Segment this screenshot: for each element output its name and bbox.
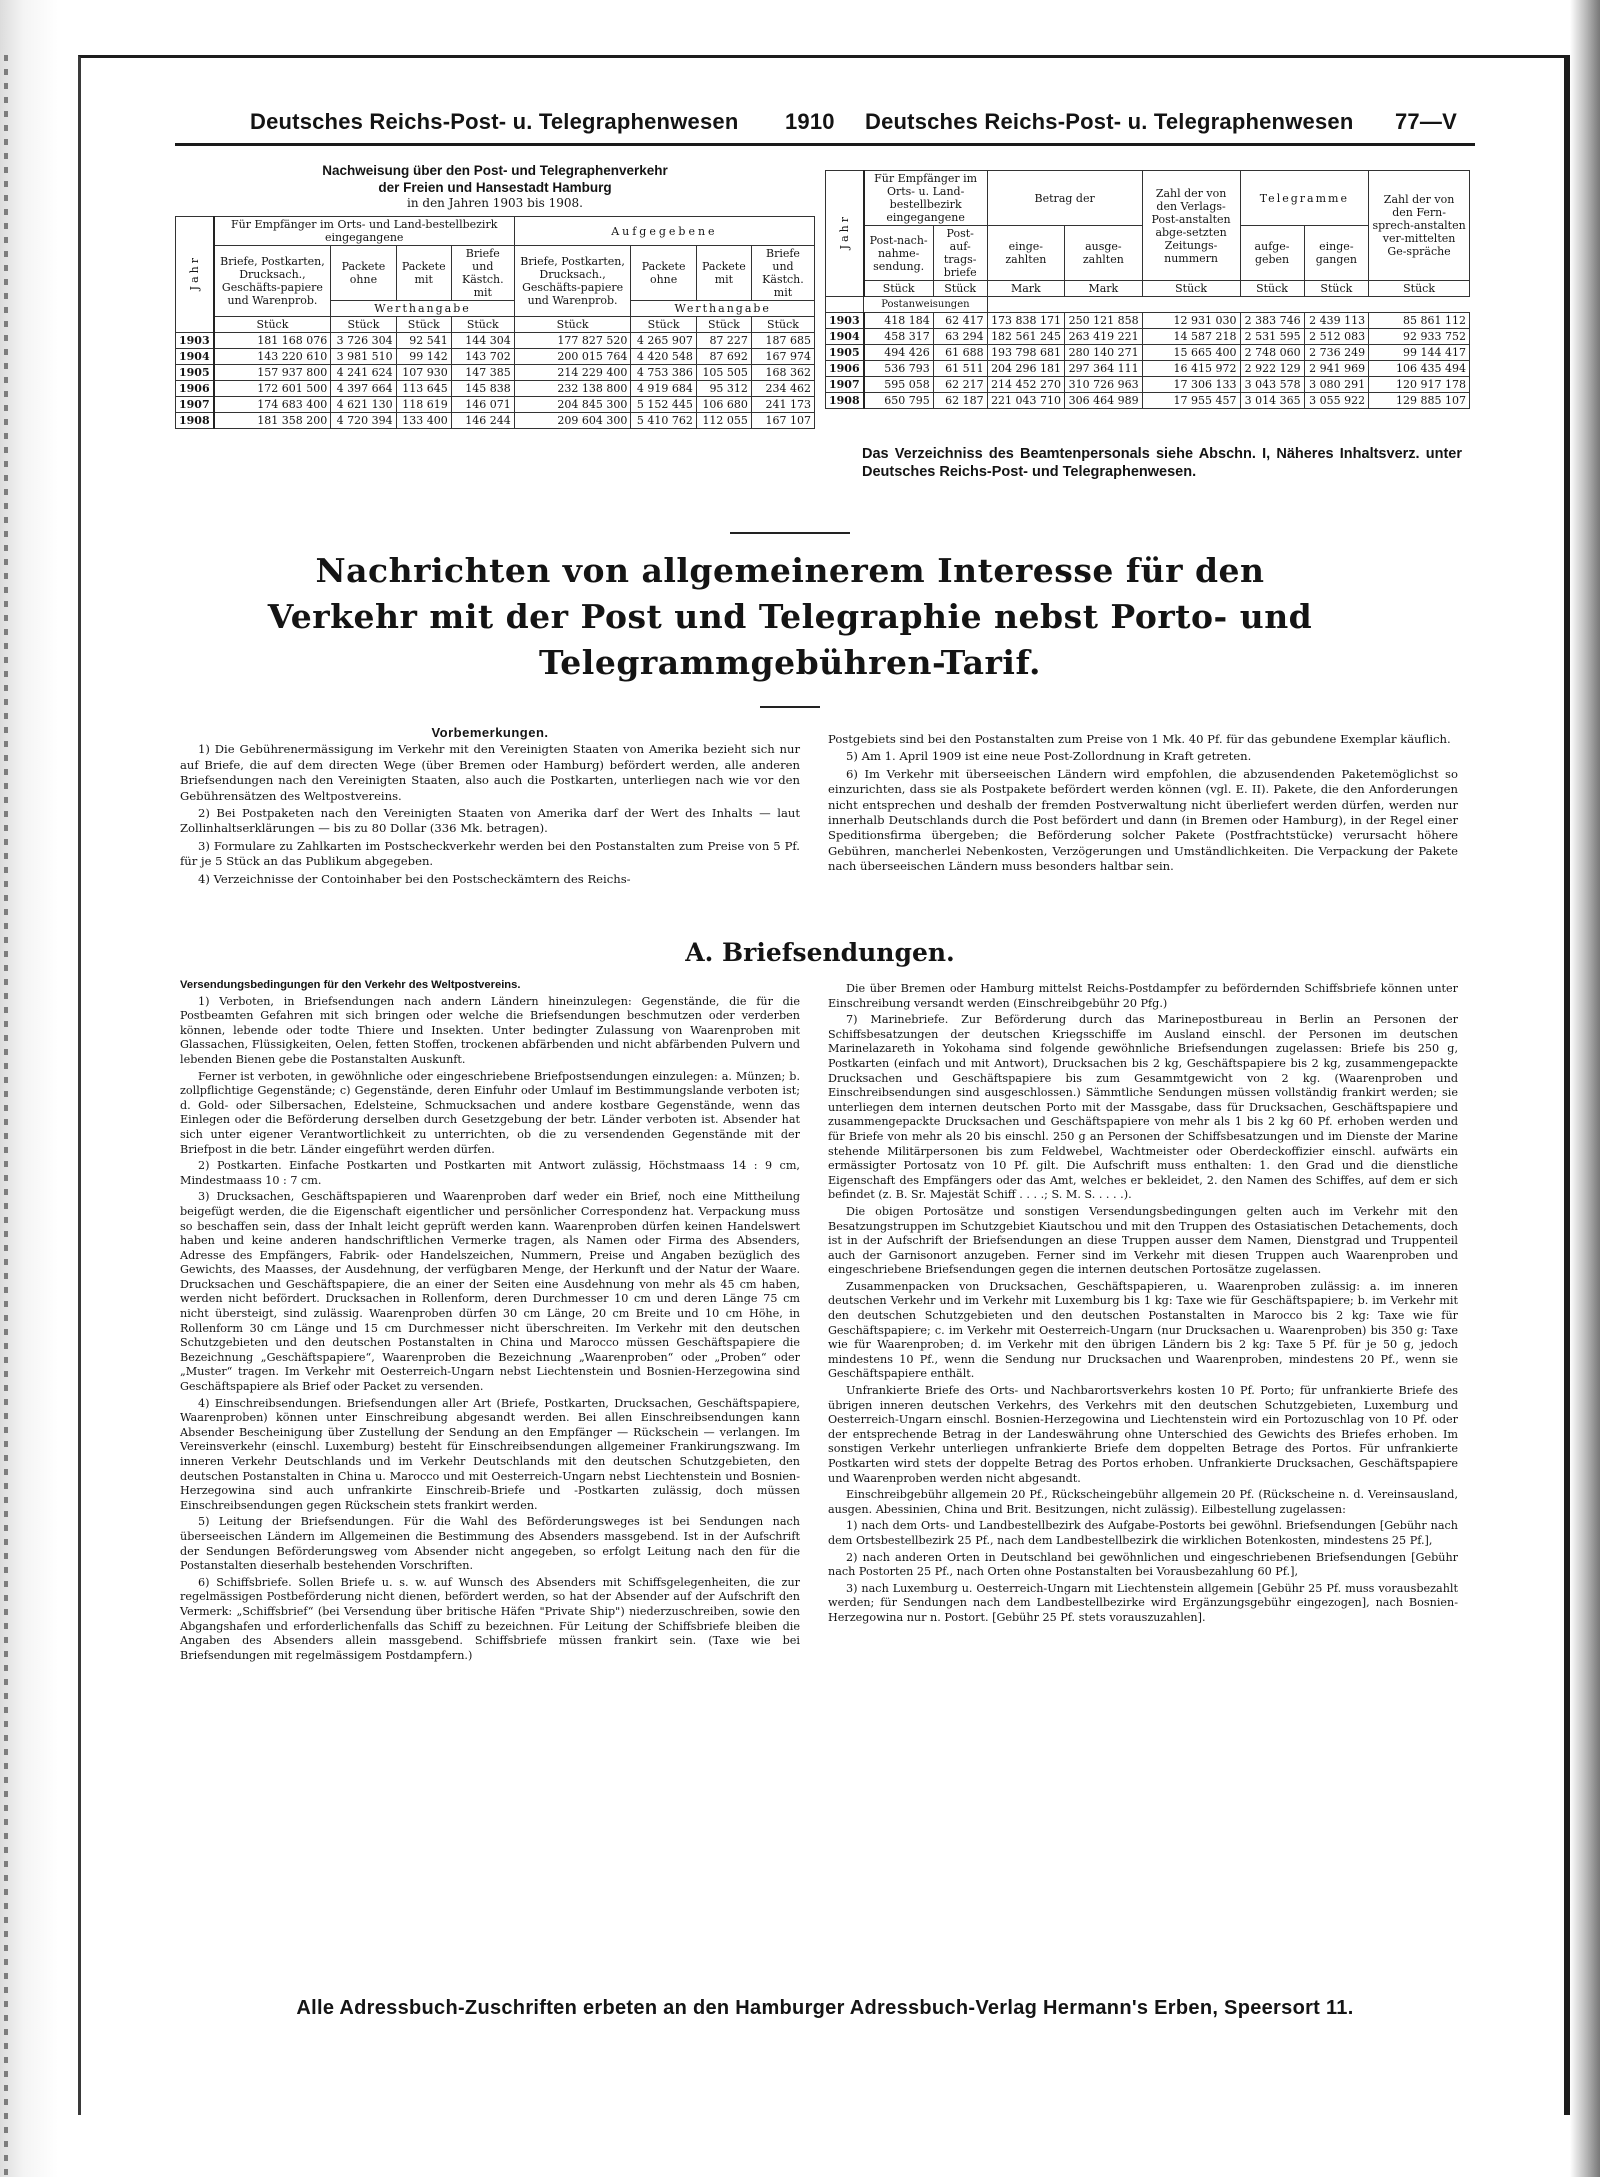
right-unit: Stück — [933, 281, 987, 297]
left-table-cell: 177 827 520 — [514, 333, 631, 349]
right-table-body — [826, 313, 1470, 409]
right-unit: Stück — [864, 281, 934, 297]
paragraph: 2) Postkarten. Einfache Postkarten und Postkarten mit Antwort zulässig, Höchstmaass 14 : 9 cm, Mindestmaass 10 : 7 cm. — [180, 1159, 800, 1187]
paragraph: Einschreibgebühr allgemein 20 Pf., Rückscheingebühr allgemein 20 Pf. (Rückscheine n. d. Vereinsausland, ausgen. Abessinien, China und Brit. Besitzungen, nicht zulässig). Eilbestellung zugelassen: — [828, 1488, 1458, 1516]
left-table-cell: 4 753 386 — [631, 365, 696, 381]
paragraph: 3) Drucksachen, Geschäftspapieren und Waarenproben darf weder ein Brief, noch eine Mittheilung beigefügt werden, die die Eigenschaft eigentlicher und persönlicher Correspondenz hat. Verpackung muss so beschaffen sein, dass der Inhalt leicht geprüft werden kann. Waarenproben dürfen keinen Handelswert haben und keine anderen handschriftlichen Vermerke tragen, als Namen oder Firma des Absenders, Adresse des Empfängers, Fabrik- oder Handelszeichen, Nummern, Preise und Angaben bezüglich des Gewichts, des Maasses, der Ausdehnung, der verfügbaren Menge, der Herkunft und der Natur der Waare. Drucksachen und Geschäftspapiere, die an einer der Seiten eine Ausdehnung von mehr als 45 cm haben, werden nicht befördert. Drucksachen in Rollenform, deren Durchmesser 10 cm und deren Länge 75 cm nicht übersteigt, sind zulässig. Waarenproben dürfen 30 cm Länge, 20 cm Breite und 10 cm Höhe, in Rollenform 30 cm Länge und 15 cm Durchmesser nicht überschreiten. Im Verkehr mit den deutschen Schutzgebieten und den deutschen Postanstalten in China und Marocco müssen Geschäftspapiere die Bezeichnung „Geschäftspapiere“, Waarenproben die Bezeichnung „Waarenproben“ oder „Proben“ oder „Muster“ tragen. Im Verkehr mit Oesterreich-Ungarn nebst Liechtenstein und Bosnien-Herzegowina sind Geschäftspapiere als Brief oder Packet zu versenden. — [180, 1190, 800, 1394]
left-table-cell: 143 702 — [451, 349, 514, 365]
right-h-betrag: Betrag der — [987, 171, 1142, 226]
right-table-cell: 193 798 681 — [987, 345, 1064, 361]
section-a-right-column — [828, 982, 1458, 1628]
left-table-cell: 99 142 — [396, 349, 451, 365]
right-h-postauf: Post-auf-trags-briefe — [933, 226, 987, 281]
right-table-row — [826, 329, 1470, 345]
left-table-cell: 1905 — [176, 365, 214, 381]
vorbemerkung-2: 2) Bei Postpaketen nach den Vereinigten Staaten von Amerika darf der Wert des Inhalts — laut Zollinhaltserklärungen — bis zu 80 Dollar (336 Mk. betragen). — [180, 806, 800, 836]
header-year: 1910 — [785, 109, 835, 134]
left-table-cell: 95 312 — [696, 381, 751, 397]
left-table-cell: 172 601 500 — [214, 381, 331, 397]
left-table-cell: 174 683 400 — [214, 397, 331, 413]
right-table-cell: 106 435 494 — [1369, 361, 1470, 377]
right-h-zahl: Zahl der von den Verlags-Post-anstalten abge-setzten Zeitungs-nummern — [1142, 171, 1240, 281]
left-unit: Stück — [451, 317, 514, 333]
right-table-cell: 250 121 858 — [1065, 313, 1143, 329]
left-table-cell: 107 930 — [396, 365, 451, 381]
right-table-cell: 297 364 111 — [1065, 361, 1143, 377]
right-table-cell: 62 417 — [933, 313, 987, 329]
left-table-cell: 87 692 — [696, 349, 751, 365]
vorbemerkung-5: 5) Am 1. April 1909 ist eine neue Post-Zollordnung in Kraft getreten. — [846, 749, 1252, 764]
left-table-cell: 4 919 684 — [631, 381, 696, 397]
running-header — [100, 103, 1550, 143]
right-table-cell: 494 426 — [864, 345, 934, 361]
right-col-jahr: Jahr — [826, 171, 864, 297]
right-table-cell: 458 317 — [864, 329, 934, 345]
main-title-line-3: Telegrammgebühren-Tarif. — [539, 643, 1041, 682]
right-table-cell: 3 014 365 — [1240, 393, 1304, 409]
right-table-cell: 99 144 417 — [1369, 345, 1470, 361]
left-table-cell: 167 974 — [751, 349, 814, 365]
right-table-cell: 63 294 — [933, 329, 987, 345]
left-table-cell: 133 400 — [396, 413, 451, 429]
left-table-row — [176, 413, 815, 429]
left-table-cell: 209 604 300 — [514, 413, 631, 429]
right-table-cell: 595 058 — [864, 377, 934, 393]
right-table-cell: 2 748 060 — [1240, 345, 1304, 361]
main-title-line-1: Nachrichten von allgemeinerem Interesse für den — [315, 551, 1265, 590]
left-h-packete-mit: Packete mit — [396, 246, 451, 301]
section-a-left-column — [180, 978, 800, 1665]
left-table-title-2: der Freien und Hansestadt Hamburg — [378, 180, 612, 195]
right-table-row — [826, 393, 1470, 409]
right-table-cell: 3 055 922 — [1304, 393, 1369, 409]
vorbemerkung-4-cont: Postgebiets sind bei den Postanstalten zum Preise von 1 Mk. 40 Pf. für das gebundene Exemplar käuflich. — [828, 732, 1451, 746]
paragraph: 1) nach dem Orts- und Landbestellbezirk des Aufgabe-Postorts bei gewöhnl. Briefsendungen [Gebühr nach dem Ortsbestellbezirk 25 Pf., nach dem Landbestellbezirk die wirklichen Botenkosten, mindestens 25 Pf.], — [828, 1519, 1458, 1547]
left-table-cell: 147 385 — [451, 365, 514, 381]
left-table-cell: 144 304 — [451, 333, 514, 349]
left-table-cell: 4 420 548 — [631, 349, 696, 365]
right-table-cell: 16 415 972 — [1142, 361, 1240, 377]
paragraph: Zusammenpacken von Drucksachen, Geschäftspapieren, u. Waarenproben zulässig: a. im inneren deutschen Verkehr und im Verkehr mit Luxemburg bis 1 kg: Taxe wie für Geschäftspapiere; b. im Verkehr mit den deutschen Schutzgebieten und den deutschen Postanstalten in Marocco bis 2 kg: Taxe wie für Geschäftspapiere; c. im Verkehr mit Oesterreich-Ungarn (nur Drucksachen u. Waarenproben) bis 350 g: Taxe wie für Waarenproben; d. im Verkehr mit den übrigen Ländern bis 2 kg: Taxe 5 Pf. für je 50 g, jedoch mindestens 10 Pf., wenn die Sendung nur Drucksachen und Waarenproben, mindestens 20 Pf., wenn sie Geschäftspapiere enthält. — [828, 1279, 1458, 1381]
left-table-cell: 4 241 624 — [331, 365, 396, 381]
right-table-cell: 310 726 963 — [1065, 377, 1143, 393]
left-table-cell: 4 397 664 — [331, 381, 396, 397]
left-table-cell: 3 981 510 — [331, 349, 396, 365]
left-table-cell: 214 229 400 — [514, 365, 631, 381]
right-unit-mark: Mark — [987, 281, 1064, 297]
left-table-cell: 1904 — [176, 349, 214, 365]
left-table-title-3: in den Jahren 1903 bis 1908. — [407, 196, 583, 210]
left-table-cell: 1907 — [176, 397, 214, 413]
right-unit: Stück — [1142, 281, 1240, 297]
vorbemerkung-6: 6) Im Verkehr mit überseeischen Ländern wird empfohlen, die abzusendenden Paketemöglichst so einzurichten, dass sie als Postpakete befördert werden können (vgl. E. II). Pakete, die den Anforderungen nicht entsprechen und deshalb der fremden Postverwaltung nicht überliefert werden dürfen, werden nur innerhalb Deutschlands durch die Post befördert und dann (in Bremen oder Hamburg), in der Regel einer Speditionsfirma übergeben; die Beförderung solcher Pakete (Postfrachtstücke) verursacht höhere Gebühren, mancherlei Nebenkosten, Verzögerungen und Umständlichkeiten. Die Verpackung der Pakete nach überseeischen Ländern muss besonders haltbar sein. — [828, 766, 1458, 874]
left-table-cell: 204 845 300 — [514, 397, 631, 413]
left-table-cell: 234 462 — [751, 381, 814, 397]
vorbemerkung-3: 3) Formulare zu Zahlkarten im Postscheckverkehr werden bei den Postanstalten zum Preise von 5 Pf. für je 5 Stück an das Publikum abgegeben. — [180, 838, 800, 869]
paragraph: Versendungsbedingungen für den Verkehr des Weltpostvereins. — [180, 979, 521, 991]
right-table-cell: 1903 — [826, 313, 864, 329]
vorbemerkung-1: 1) Die Gebührenermässigung im Verkehr mit den Vereinigten Staaten von Amerika bezieht sich nur auf Briefe, die auf dem directen Wege (über Bremen oder Hamburg) befördert werden, alle anderen Briefsendungen nach den Vereinigten Staaten, also auch die Postkarten, unterliegen nach wie vor den Gebührensätzen des Weltpostvereins. — [180, 742, 800, 803]
header-page-ref: 77—V — [1395, 109, 1457, 134]
right-table-cell: 2 736 249 — [1304, 345, 1369, 361]
left-h-werthangabe: Werthangabe — [331, 301, 515, 317]
right-table-cell: 2 922 129 — [1240, 361, 1304, 377]
title-rule-top — [730, 532, 850, 534]
left-table-cell: 113 645 — [396, 381, 451, 397]
left-table-title-1: Nachweisung über den Post- und Telegraphenverkehr — [322, 163, 668, 178]
left-table-cell: 106 680 — [696, 397, 751, 413]
right-table-cell: 214 452 270 — [987, 377, 1064, 393]
right-table-cell: 221 043 710 — [987, 393, 1064, 409]
left-unit: Stück — [514, 317, 631, 333]
left-table-cell: 4 621 130 — [331, 397, 396, 413]
left-h-briefe-kaestch: Briefe und Kästch. mit — [451, 246, 514, 301]
vorbemerkungen-left — [180, 725, 800, 889]
right-table-cell: 2 531 595 — [1240, 329, 1304, 345]
right-table-cell: 120 917 178 — [1369, 377, 1470, 393]
left-table-cell: 3 726 304 — [331, 333, 396, 349]
main-title-line-2: Verkehr mit der Post und Telegraphie nebst Porto- und — [267, 597, 1313, 636]
header-left-title: Deutsches Reichs-Post- u. Telegraphenwesen — [250, 109, 739, 134]
left-h-werthangabe-out: Werthangabe — [631, 301, 815, 317]
binding-spine — [4, 55, 8, 2177]
right-table-cell: 15 665 400 — [1142, 345, 1240, 361]
right-table-cell: 2 512 083 — [1304, 329, 1369, 345]
right-table-cell: 1906 — [826, 361, 864, 377]
right-h-fern: Zahl der von den Fern-sprech-anstalten ver-mittelten Ge-spräche — [1369, 171, 1470, 281]
right-h-einge: einge-zahlten — [987, 226, 1064, 281]
right-unit: Stück — [1240, 281, 1304, 297]
left-unit: Stück — [696, 317, 751, 333]
left-table-cell: 167 107 — [751, 413, 814, 429]
left-group-incoming: Für Empfänger im Orts- und Land-bestellbezirk eingegangene — [214, 217, 515, 246]
left-table-cell: 92 541 — [396, 333, 451, 349]
left-unit: Stück — [214, 317, 331, 333]
right-unit-mark: Mark — [1065, 281, 1143, 297]
right-table-cell: 129 885 107 — [1369, 393, 1470, 409]
section-a-heading: A. Briefsendungen. — [685, 938, 955, 967]
right-table-cell: 12 931 030 — [1142, 313, 1240, 329]
right-table-cell: 1904 — [826, 329, 864, 345]
right-h-aufge: aufge-geben — [1240, 226, 1304, 281]
header-right-title: Deutsches Reichs-Post- u. Telegraphenwesen — [865, 109, 1354, 134]
left-unit: Stück — [396, 317, 451, 333]
left-table-cell: 112 055 — [696, 413, 751, 429]
right-table-cell: 62 217 — [933, 377, 987, 393]
right-h-ausge: ausge-zahlten — [1065, 226, 1143, 281]
right-table-cell: 306 464 989 — [1065, 393, 1143, 409]
right-table-cell: 1905 — [826, 345, 864, 361]
left-table-cell: 1906 — [176, 381, 214, 397]
right-table-cell: 2 383 746 — [1240, 313, 1304, 329]
right-table-cell: 650 795 — [864, 393, 934, 409]
left-unit: Stück — [631, 317, 696, 333]
right-table-cell: 17 955 457 — [1142, 393, 1240, 409]
paragraph: 5) Leitung der Briefsendungen. Für die Wahl des Beförderungsweges ist bei Sendungen nach überseeischen Ländern im Allgemeinen die Bestimmung des Absenders massgebend. Ist in der Aufschrift der Sendungen Beförderungsweg vom Absender nicht angegeben, so erfolgt Leitung nach den für die Postanstalten dieserhalb bestehenden Vorschriften. — [180, 1515, 800, 1573]
left-h-packete-ohne-out: Packete ohne — [631, 246, 696, 301]
right-table-row — [826, 313, 1470, 329]
left-table-cell: 232 138 800 — [514, 381, 631, 397]
left-table-cell: 1908 — [176, 413, 214, 429]
right-table-cell: 17 306 133 — [1142, 377, 1240, 393]
vorbemerkungen-right — [828, 732, 1458, 877]
right-table-cell: 2 439 113 — [1304, 313, 1369, 329]
left-table-cell: 168 362 — [751, 365, 814, 381]
right-h-postnach: Post-nach-nahme-sendung. — [864, 226, 934, 281]
right-table-row — [826, 377, 1470, 393]
scan-right-edge — [1570, 0, 1600, 2177]
right-table-cell: 182 561 245 — [987, 329, 1064, 345]
left-unit: Stück — [751, 317, 814, 333]
right-table-row — [826, 345, 1470, 361]
title-rule-bottom — [760, 706, 820, 708]
left-table-cell: 1903 — [176, 333, 214, 349]
right-table-cell: 85 861 112 — [1369, 313, 1470, 329]
paragraph: 3) nach Luxemburg u. Oesterreich-Ungarn mit Liechtenstein allgemein [Gebühr 25 Pf. muss vorausbezahlt werden; für Sendungen nach dem Landbestellbezirke wird Ergänzungsgebühr eingezogen], nach Bosnien-Herzegowina nur n. Postort. [Gebühr 25 Pf. stets vorauszuzahlen]. — [828, 1581, 1458, 1624]
paragraph: 6) Schiffsbriefe. Sollen Briefe u. s. w. auf Wunsch des Absenders mit Schiffsgelegenheiten, die zur regelmässigen Postbeförderung nicht dienen, befördert werden, so hat der Absender auf der Aufschrift den Vermerk: „Schiffsbrief“ (bei Versendung über britische Häfen "Private Ship") niederzuschreiben, sowie den Abgangshafen und erforderlichenfalls das Schiff zu bezeichnen. Für Leitung der Schiffsbriefe bleiben die Angaben des Absenders allein massgebend. Schiffsbriefe müssen frankirt sein. (Taxe wie bei Briefsendungen mit regelmässigem Postdampfern.) — [180, 1575, 800, 1662]
left-table-row — [176, 333, 815, 349]
right-table-cell: 204 296 181 — [987, 361, 1064, 377]
paragraph: Unfrankierte Briefe des Orts- und Nachbarortsverkehrs kosten 10 Pf. Porto; für unfrankierte Briefe des übrigen inneren deutschen Verkehrs, des Verkehrs mit den deutschen Schutzgebieten, Luxemburg und Oesterreich-Ungarn einschl. Bosnien-Herzegowina und Liechtenstein wird ein Portozuschlag von 10 Pf. oder der entsprechende Betrag in der Landeswährung ohne Unterschied des Gewichts des Briefes erhoben. Im sonstigen Verkehr unterliegen unfrankierte Briefe dem doppelten Betrage des Portos. Für unfrankierte Postkarten wird stets der doppelte Betrag des Portos erhoben. Unfrankierte Drucksachen, Geschäftspapiere und Waarenproben werden nicht abgesandt. — [828, 1384, 1458, 1485]
left-h-briefe: Briefe, Postkarten, Drucksach., Geschäfts-papiere und Warenprob. — [214, 246, 331, 317]
paragraph: 4) Einschreibsendungen. Briefsendungen aller Art (Briefe, Postkarten, Drucksachen, Geschäftspapiere, Waarenproben) können unter Einschreibung abgesandt werden. Bei allen Einschreibsendungen kann Absender Bescheinigung über Zustellung der Sendung an den Empfänger — Rückschein — verlangen. Im Vereinsverkehr (einschl. Luxemburg) besteht für Einschreibsendungen allgemeiner Frankirungszwang. Im inneren Verkehr Deutschlands und im Verkehr Deutschlands mit den deutschen Schutzgebieten, den deutschen Postanstalten in China u. Marocco und mit Oesterreich-Ungarn nebst Liechtenstein und Bosnien-Herzegowina sind auch unfrankirte Einschreib-Briefe und -Postkarten zulässig, doch müssen Einschreibsendungen gegen Rückschein stets frankirt werden. — [180, 1396, 800, 1512]
right-table-cell: 1908 — [826, 393, 864, 409]
paragraph: 2) nach anderen Orten in Deutschland bei gewöhnlichen und eingeschriebenen Briefsendungen [Gebühr nach Postorten 25 Pf., nach Orten ohne Postanstalten bei Vorausbezahlung 60 Pf.], — [828, 1550, 1458, 1579]
header-rule — [175, 143, 1475, 146]
left-table-cell: 5 410 762 — [631, 413, 696, 429]
left-table-cell: 145 838 — [451, 381, 514, 397]
left-table-cell: 4 720 394 — [331, 413, 396, 429]
right-table-cell: 3 080 291 — [1304, 377, 1369, 393]
right-table-cell: 1907 — [826, 377, 864, 393]
publisher-footer: Alle Adressbuch-Zuschriften erbeten an den Hamburger Adressbuch-Verlag Hermann's Erben, Speersort 11. — [296, 1997, 1354, 2019]
left-h-packete-mit-out: Packete mit — [696, 246, 751, 301]
paragraph: Ferner ist verboten, in gewöhnliche oder eingeschriebene Briefpostsendungen einzulegen: a. Münzen; b. zollpflichtige Gegenstände; c) Gegenstände, deren Einfuhr oder Umlauf im Bestimmungslande verboten ist; d. Gold- oder Silbersachen, Edelsteine, Schmucksachen und andere kostbare Gegenstände, wenn das Einlegen oder die Beförderung derselben durch Gesetzgebung der betr. Länder verboten ist. Absender hat sich unter eigener Verantwortlichkeit zu unterrichten, ob die zu versendenden Gegenstände mit der Briefpost in die betr. Länder eingeführt werden dürfen. — [180, 1069, 800, 1156]
right-table-cell: 62 187 — [933, 393, 987, 409]
right-unit: Stück — [1304, 281, 1369, 297]
left-table-row — [176, 349, 815, 365]
right-h-postanw: Postanweisungen — [864, 297, 988, 313]
paragraph: Die obigen Portosätze und sonstigen Versendungsbedingungen gelten auch im Verkehr mit den Besatzungstruppen im Schutzgebiet Kiautschou und mit den Truppen des Ostasiatischen Detachements, doch ist in der Aufschrift der Briefsendungen an diese Truppen ausser dem Namen, Dienstgrad und Truppenteil auch der Garnisonort anzugeben. Ferner sind im Verkehr mit diesen Truppen auch Waarenproben und eingeschriebene Briefsendungen gegen die internen deutschen Portosätze zugelassen. — [828, 1204, 1458, 1277]
right-h-einge2: einge-gangen — [1304, 226, 1369, 281]
left-table-cell: 181 168 076 — [214, 333, 331, 349]
left-table-cell: 200 015 764 — [514, 349, 631, 365]
left-table-row — [176, 397, 815, 413]
left-table-cell: 181 358 200 — [214, 413, 331, 429]
right-table-cell: 173 838 171 — [987, 313, 1064, 329]
right-stat-table — [825, 170, 1470, 409]
right-table-cell: 3 043 578 — [1240, 377, 1304, 393]
left-table-cell: 187 685 — [751, 333, 814, 349]
left-table-cell: 105 505 — [696, 365, 751, 381]
left-table-cell: 157 937 800 — [214, 365, 331, 381]
right-table-row — [826, 361, 1470, 377]
right-table-cell: 280 140 271 — [1065, 345, 1143, 361]
paragraph: 7) Marinebriefe. Zur Beförderung durch das Marinepostbureau in Berlin an Personen der Schiffsbesatzungen der deutschen Kriegsschiffe im Ausland einschl. der Personen im deutschen Marinelazareth in Yokohama sind folgende gewöhnliche Briefsendungen zugelassen: Briefe bis 250 g, Postkarten (einfach und mit Antwort), Drucksachen bis 2 kg, Geschäftspapiere bis 2 kg, zusammengepackte Drucksachen und Geschäftspapiere bis zum Gesammtgewicht von 2 kg. (Waarenproben und Einschreibsendungen sind ausgeschlossen.) Sämmtliche Sendungen müssen vollständig frankirt werden; sie unterliegen dem internen deutschen Porto mit der Massgabe, dass für Drucksachen, Geschäftspapiere und zusammengepackte Drucksachen und Geschäftspapiere von mehr als 1 bis 2 kg 60 Pf. erhoben werden und für Briefe von mehr als 20 bis einschl. 250 g an Personen der Schiffsbesatzungen und im Dienste der Marine stehende Militärpersonen bis zum Feldwebel, Wachtmeister oder Oberdeckoffizier einschl. aufwärts ein ermässigter Portosatz von 10 Pf. gilt. Die Aufschrift muss enthalten: 1. den Grad und die dienstliche Eigenschaft des Empfängers oder das Amt, welches er bekleidet, 2. den Namen des Schiffes, auf dem er sich befindet (z. B. Sr. Majestät Schiff . . . .; S. M. S. . . . .). — [828, 1013, 1458, 1202]
left-col-jahr: Jahr — [176, 217, 214, 333]
left-group-outgoing: Aufgegebene — [514, 217, 814, 246]
right-table-cell: 536 793 — [864, 361, 934, 377]
right-table-cell: 418 184 — [864, 313, 934, 329]
left-unit: Stück — [331, 317, 396, 333]
vorbemerkungen-heading: Vorbemerkungen. — [431, 725, 549, 740]
right-table-cell: 61 511 — [933, 361, 987, 377]
left-h-briefe-kaestch-out: Briefe und Kästch. mit — [751, 246, 814, 301]
paragraph: 1) Verboten, in Briefsendungen nach andern Ländern hineinzulegen: Gegenstände, die für die Postbeamten Gefahren mit sich bringen oder welche die Briefsendungen beschmutzen oder verderben können, lebende oder todte Thiere und Insekten. Unter bedingter Zulassung von Waarenproben mit Glassachen, Flüssigkeiten, Oelen, fetten Stoffen, trockenen abfärbenden und nicht abfärbenden Pulvern und lebenden Bienen gebe die Postanstalten Auskunft. — [180, 994, 800, 1066]
right-h-empf: Für Empfänger im Orts- u. Land-bestellbezirk eingegangene — [864, 171, 988, 226]
left-table-cell: 118 619 — [396, 397, 451, 413]
right-table-cell: 92 933 752 — [1369, 329, 1470, 345]
left-table-cell: 146 244 — [451, 413, 514, 429]
right-h-telegramme: Telegramme — [1240, 171, 1369, 226]
left-table-cell: 146 071 — [451, 397, 514, 413]
right-table-cell: 2 941 969 — [1304, 361, 1369, 377]
vorbemerkung-4: 4) Verzeichnisse der Contoinhaber bei den Postscheckämtern des Reichs- — [198, 871, 631, 886]
left-stat-table — [175, 216, 815, 429]
main-title — [200, 548, 1380, 686]
left-table-cell: 87 227 — [696, 333, 751, 349]
left-table-cell: 5 152 445 — [631, 397, 696, 413]
left-table-cell: 4 265 907 — [631, 333, 696, 349]
scan-margin — [0, 0, 58, 2177]
staff-note: Das Verzeichniss des Beamtenpersonals siehe Abschn. I, Näheres Inhaltsverz. unter Deutsches Reichs-Post- und Telegraphenwesen. — [862, 446, 1462, 480]
right-table-block — [825, 170, 1470, 409]
left-h-briefe-out: Briefe, Postkarten, Drucksach., Geschäfts-papiere und Warenprob. — [514, 246, 631, 317]
left-h-packete-ohne: Packete ohne — [331, 246, 396, 301]
left-table-row — [176, 365, 815, 381]
right-table-cell: 61 688 — [933, 345, 987, 361]
left-table-body — [176, 333, 815, 429]
left-table-row — [176, 381, 815, 397]
right-table-cell: 14 587 218 — [1142, 329, 1240, 345]
right-table-cell: 263 419 221 — [1065, 329, 1143, 345]
paragraph: Die über Bremen oder Hamburg mittelst Reichs-Postdampfer zu befördernden Schiffsbriefe können unter Einschreibung versandt werden (Einschreibgebühr 20 Pfg.) — [828, 982, 1458, 1010]
left-table-cell: 143 220 610 — [214, 349, 331, 365]
left-table-block — [175, 162, 815, 429]
right-unit: Stück — [1369, 281, 1470, 297]
left-table-cell: 241 173 — [751, 397, 814, 413]
